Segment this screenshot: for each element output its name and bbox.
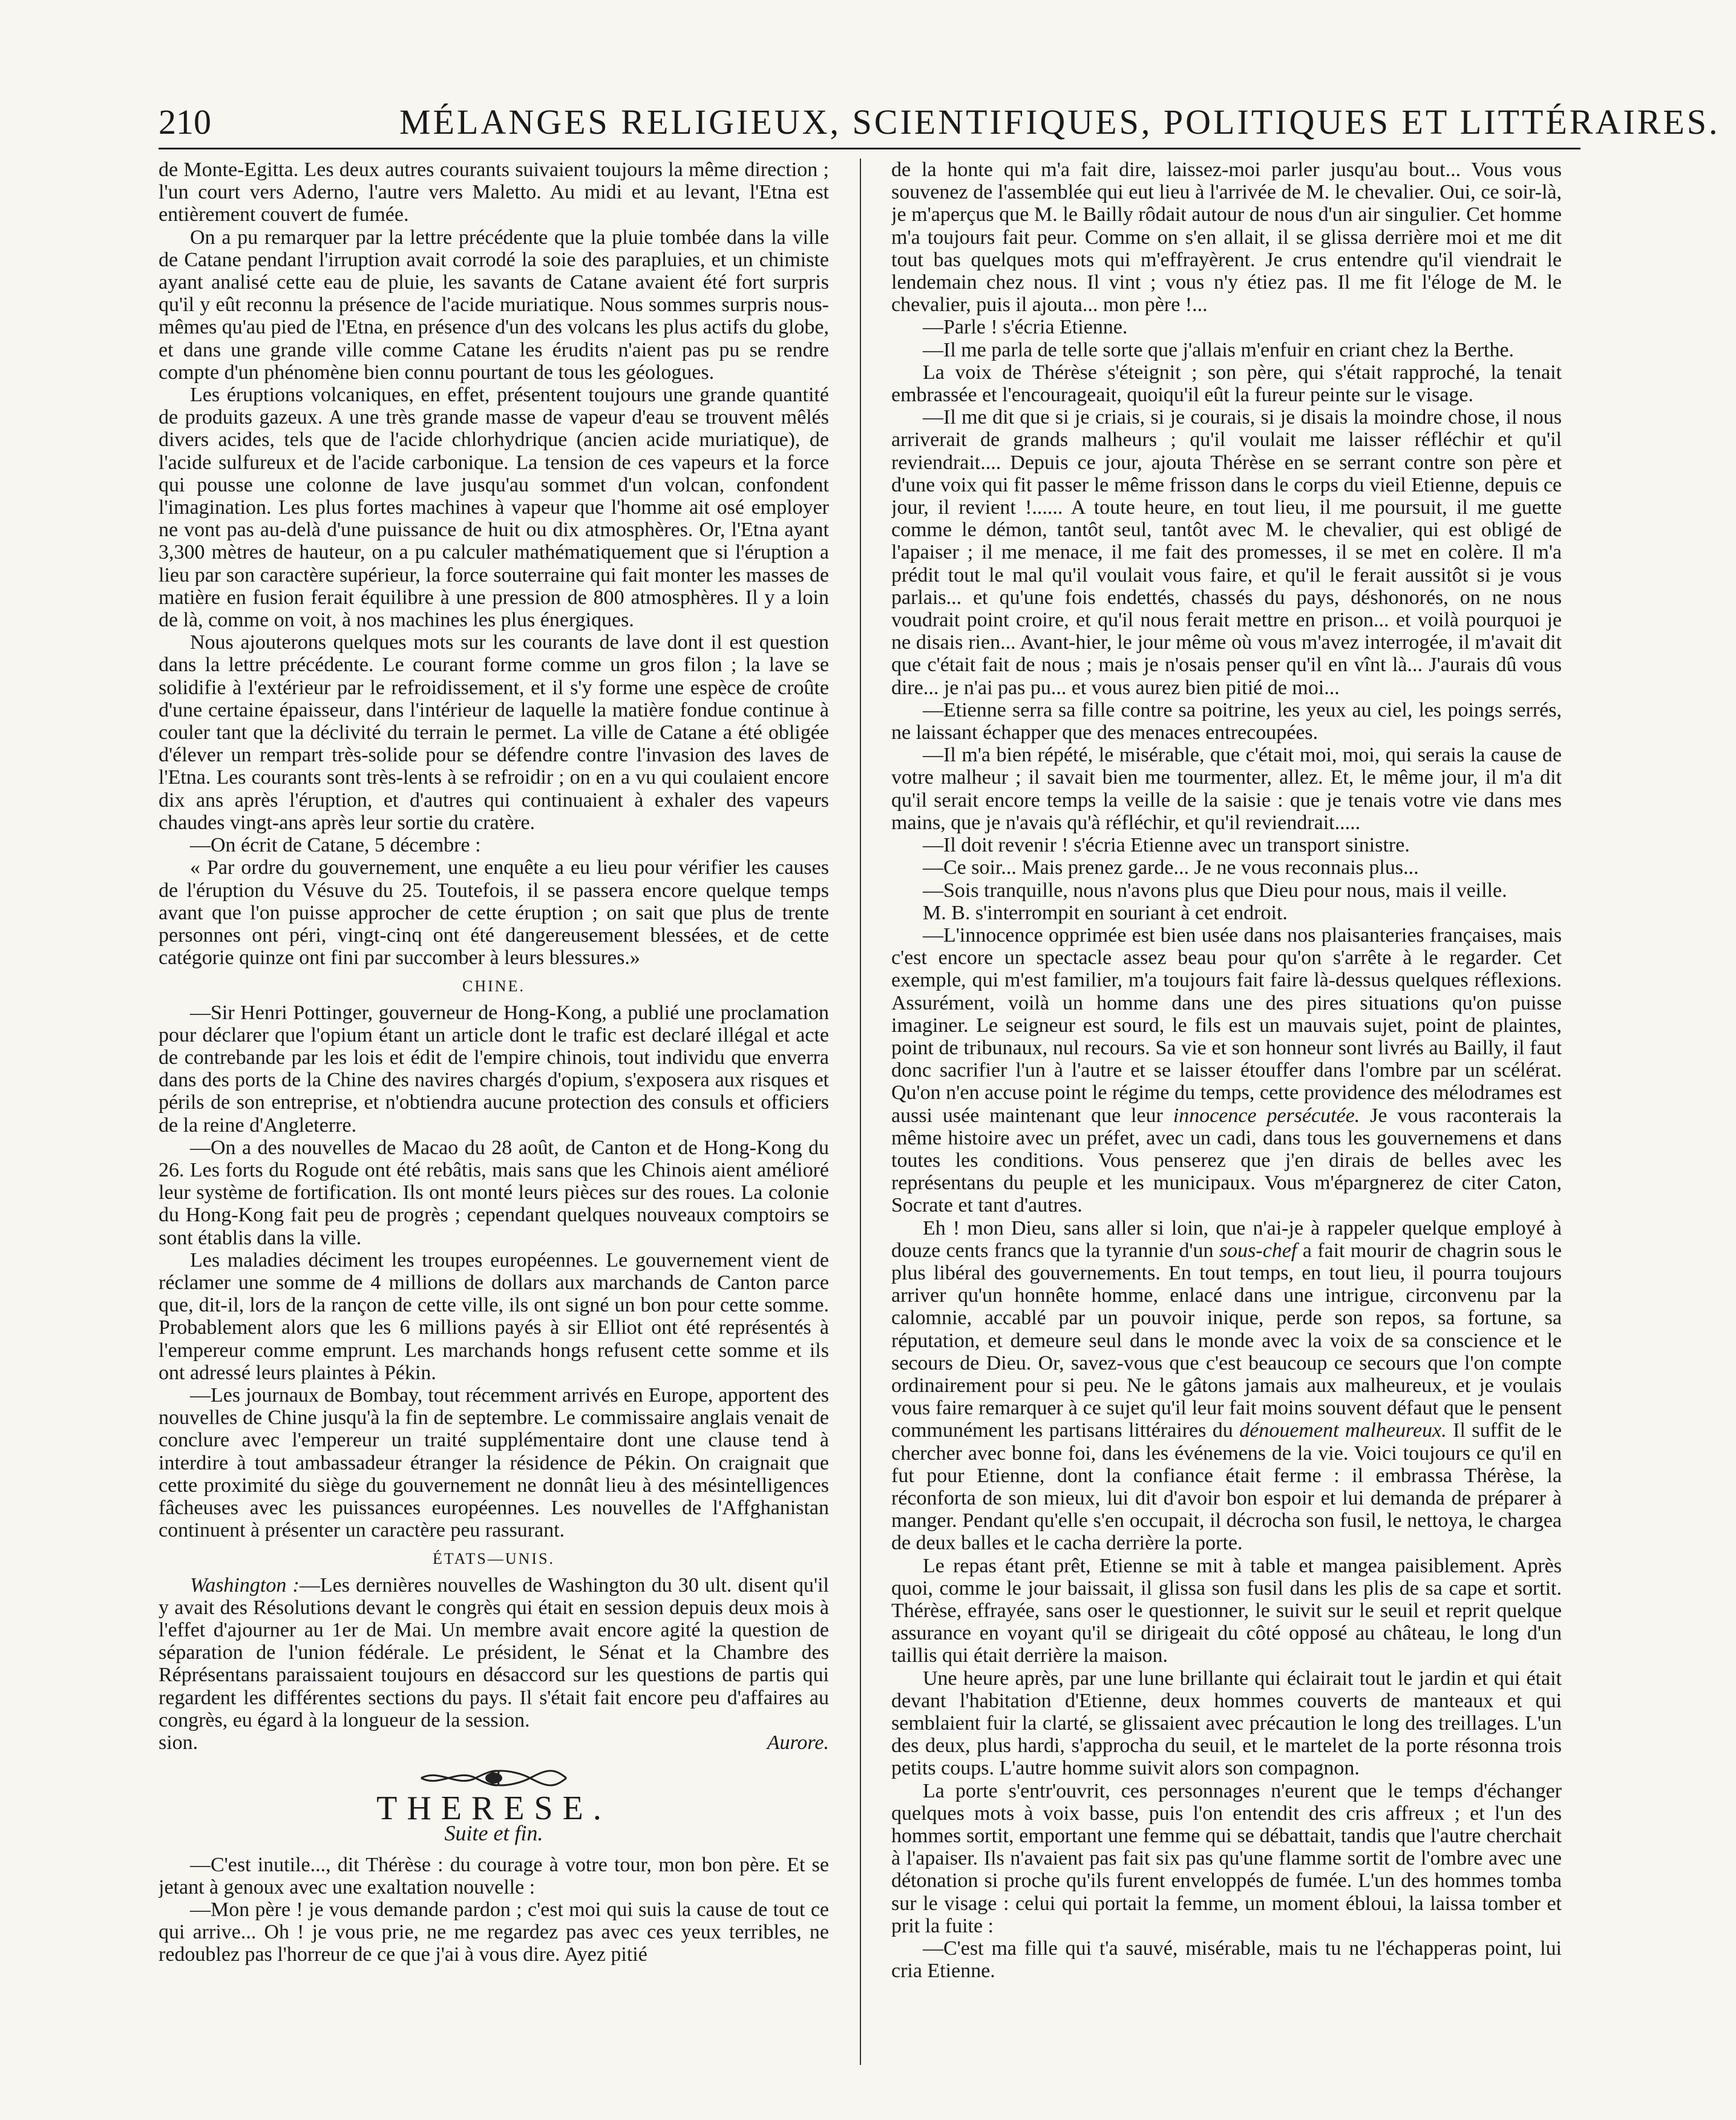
paragraph (159, 1574, 829, 1731)
paragraph: —Il m'a bien répété, le misérable, que c'était moi, moi, qui serais la cause de votre malheur ; il savait bien me tourmenter, allez. Et, le même jour, il m'a dit qu'il serait encore temps la veille de la saisie : que je tenais votre vie dans mes mains, que je n'avais qu'à réfléchir, et qu'il reviendrait..... (891, 744, 1562, 834)
italic-phrase: dénouement malheureux. (1239, 1419, 1447, 1442)
italic-phrase: sous-chef (1219, 1239, 1297, 1262)
paragraph: —Sir Henri Pottinger, gouverneur de Hong-Kong, a publié une proclamation pour déclarer que l'opium étant un article dont le trafic est declaré illégal et acte de contrebande par les lois et édit de l'empire chinois, tout individu que enverra dans des ports de la Chine des navires chargés d'opium, s'exposera aux risques et périls de son entreprise, et n'obtiendra aucune protection des consuls et officiers de la reine d'Angleterre. (159, 1001, 829, 1137)
paragraph-text: Eh ! mon Dieu, sans aller si loin, que n'ai-je à rappeler quelque employé à douze cents francs que la tyrannie d'un (891, 1216, 1562, 1262)
paragraph-text: —Les dernières nouvelles de Washington du 30 ult. disent qu'il y avait des Résolutions devant le congrès qui était en session depuis deux mois à l'effet d'ajourner au 1er de Mai. Un membre avait encore agité la question de séparation de l'union fédérale. Le président, le Sénat et la Chambre des Réprésentans paraissaient toujours en désaccord sur les questions de partis qui regardent les différentes sections du pays. Il s'était fait encore peu d'affaires au congrès, eu égard à la longueur de la session. (159, 1574, 829, 1731)
section-heading-etats-unis: ÉTATS—UNIS. (432, 1550, 555, 1568)
paragraph: « Par ordre du gouvernement, une enquête a eu lieu pour vérifier les causes de l'éruption du Vésuve du 25. Toutefois, il se passera encore quelque temps avant que l'on puisse approcher de cette éruption ; on sait que plus de trente personnes ont péri, vingt-cinq ont été dangereusement blessées, et de cette catégorie quinze ont fini par succomber à leurs blessures.» (159, 856, 829, 970)
paragraph-text: —L'innocence opprimée est bien usée dans nos plaisanteries françaises, mais c'est encore un spectacle assez beau pour qu'on s'arrête à le regarder. Cet exemple, qui m'est familier, m'a toujours fait faire là-dessus quelques réflexions. Assurément, voilà un homme dans une des pires situations qu'on puisse imaginer. Le seigneur est sourd, le fils est un mauvais sujet, point de plaintes, point de tribunaux, nul recours. Sa vie et son honneur sont livrés au Bailly, il faut donc sacrifier l'un à l'autre et se laisser étouffer dans l'ombre par un scélérat. Qu'on n'en accuse point le régime du temps, cette providence des mélodrames est aussi usée maintenant que leur (891, 924, 1562, 1127)
right-column (891, 159, 1562, 2101)
dateline: Washington : (190, 1574, 300, 1597)
source-attribution: Aurore. (767, 1731, 829, 1754)
paragraph: Les éruptions volcaniques, en effet, présentent toujours une grande quantité de produits gazeux. A une très grande masse de vapeur d'eau se trouvent mêlés divers acides, tels que de l'acide chlorhydrique (ancien acide muriatique), de l'acide sulfureux et de l'acide carbonique. La tension de ces vapeurs et la force qui pousse une colonne de lave jusqu'au sommet d'un volcan, confondent l'imagination. Les plus fortes machines à vapeur que l'homme ait osé employer ne vont pas au-delà d'une puissance de huit ou dix atmosphères. Or, l'Etna ayant 3,300 mètres de hauteur, on a pu calculer mathématiquement que si l'éruption a lieu par son caractère supérieur, la force souterraine qui fait monter les masses de matière en fusion ferait équilibre à une pression de 800 atmosphères. Il y a loin de là, comme on voit, à nos machines les plus énergiques. (159, 384, 829, 632)
section-heading-chine: CHINE. (462, 977, 525, 996)
paragraph: —On écrit de Catane, 5 décembre : (190, 834, 481, 857)
paragraph: Nous ajouterons quelques mots sur les courants de lave dont il est question dans la lettre précédente. Le courant forme comme un gros filon ; la lave se solidifie à l'extérieur par le refroidissement, et il s'y forme une espèce de croûte d'une certaine épaisseur, dans l'intérieur de laquelle la matière fondue continue à couler tant que la déclivité du terrain le permet. La ville de Catane a été obligée d'élever un rempart très-solide pour se défendre contre l'invasion des laves de l'Etna. Les courants sont très-lents à se refroidir ; on en a vu qui coulaient encore dix ans après l'éruption, et d'autres qui continuaient à exhaler des vapeurs chaudes vingt-ans après leur sortie du cratère. (159, 631, 829, 834)
paragraph (891, 924, 1562, 1217)
paragraph-tail: sion. (159, 1731, 198, 1754)
paragraph: —Il doit revenir ! s'écria Etienne avec un transport sinistre. (923, 834, 1410, 857)
ornament-divider-icon (415, 1767, 572, 1789)
paragraph: M. B. s'interrompit en souriant à cet endroit. (923, 901, 1288, 924)
paragraph: —Les journaux de Bombay, tout récemment arrivés en Europe, apportent des nouvelles de Chine jusqu'à la fin de septembre. Le commissaire anglais venait de conclure avec l'empereur un traité supplémentaire dont une clause tend à interdire à tout ambassadeur étranger la résidence de Pékin. On craignait que cette proximité du siège du gouvernement ne donnât lieu à des mésintelligences fâcheuses avec les puissances européennes. Les nouvelles de l'Affghanistan continuent à présenter un caractère peu rassurant. (159, 1383, 829, 1542)
story-subtitle: Suite et fin. (444, 1821, 543, 1846)
paragraph: —C'est inutile..., dit Thérèse : du courage à votre tour, mon bon père. Et se jetant à genoux avec une exaltation nouvelle : (159, 1853, 829, 1898)
running-title: MÉLANGES RELIGIEUX, SCIENTIFIQUES, POLITIQUES ET LITTÉRAIRES. (399, 102, 1720, 142)
paragraph: La voix de Thérèse s'éteignit ; son père, qui s'était rapproché, la tenait embrassée et l'encourageait, quoiqu'il eût la fureur peinte sur le visage. (891, 361, 1562, 407)
paragraph: —Ce soir... Mais prenez garde... Je ne vous reconnais plus... (923, 856, 1419, 879)
left-column (159, 159, 829, 2101)
paragraph: —C'est ma fille qui t'a sauvé, misérable, mais tu ne l'échapperas point, lui cria Etienne. (891, 1937, 1562, 1983)
paragraph: —Il me parla de telle sorte que j'allais m'enfuir en criant chez la Berthe. (923, 338, 1515, 361)
paragraph: de la honte qui m'a fait dire, laissez-moi parler jusqu'au bout... Vous vous souvenez de l'assemblée qui eut lieu à l'arrivée de M. le chevalier. Oui, ce soir-là, je m'aperçus que M. le Bailly rôdait autour de nous d'un air singulier. Cet homme m'a toujours fait peur. Comme on s'en allait, il se glissa derrière moi et me dit tout bas quelques mots qui m'effrayèrent. Je crus entendre qu'il viendrait le lendemain chez nous. Il vint ; vous n'y étiez pas. Il me fit l'éloge de M. le chevalier, puis il ajouta... mon père !... (891, 159, 1562, 317)
paragraph: —On a des nouvelles de Macao du 28 août, de Canton et de Hong-Kong du 26. Les forts du Rogude ont été rebâtis, mais sans que les Chinois aient amélioré leur système de fortification. Ils ont monté leurs pièces sur des roues. La colonie du Hong-Kong fait peu de progrès ; cependant quelques nouveaux comptoirs se sont établis dans la ville. (159, 1136, 829, 1249)
story-title: THERESE. (376, 1790, 611, 1828)
paragraph: —Sois tranquille, nous n'avons plus que Dieu pour nous, mais il veille. (923, 879, 1507, 902)
paragraph: —Parle ! s'écria Etienne. (923, 316, 1128, 339)
paragraph: Le repas étant prêt, Etienne se mit à table et mangea paisiblement. Après quoi, comme le jour baissait, il glissa son fusil dans les plis de sa cape et sortit. Thérèse, effrayée, sans oser le questionner, le suivit sur le seuil et reprit quelque assurance en voyant qu'il se dirigeait du côté opposé au château, le long d'un taillis qui était derrière la maison. (891, 1554, 1562, 1667)
source-line (159, 1731, 829, 1754)
paragraph-text: Je vous raconterais la même histoire avec un préfet, avec un cadi, dans tous les gouvernemens et dans toutes les conditions. Vous penserez que j'en dirais de belles avec les représentans du peuple et les municipaux. Vous m'épargnerez de citer Caton, Socrate et tant d'autres. (891, 1104, 1562, 1217)
paragraph-text: a fait mourir de chagrin sous le plus libéral des gouvernements. En tout temps, en tout lieu, il pourra toujours arriver qu'un honnête homme, enlacé dans une intrigue, circonvenu par la calomnie, accablé par un pouvoir inique, perde son repos, sa fortune, sa réputation, et demeure seul dans le monde avec la voix de sa conscience et le secours de Dieu. Or, savez-vous que c'est beaucoup ce secours que l'on compte ordinairement pour si peu. Ne le gâtons jamais aux malheureux, et je voulais vous faire remarquer à ce sujet qu'il leur fait moins souvent défaut que le pensent communément les partisans littéraires du (891, 1239, 1562, 1442)
paragraph: —Il me dit que si je criais, si je courais, si je disais la moindre chose, il nous arriverait de grands malheurs ; qu'il voulait me laisser réfléchir et qu'il reviendrait.... Depuis ce jour, ajouta Thérèse en se serrant contre son père et d'une voix qui fit passer le même frisson dans le corps du vieil Etienne, depuis ce jour, il revient !...... A toute heure, en tout lieu, il me poursuit, il me guette comme le démon, tantôt seul, tantôt avec M. le chevalier, qui est obligé de l'apaiser ; il me menace, il me fait des promesses, il se met en colère. Il m'a prédit tout le mal qu'il voulait vous faire, et qu'il le ferait aussitôt si je vous parlais... et qu'une fois endettés, chassés du pays, déshonorés, on ne nous voudrait point croire, et qu'il nous ferait mettre en prison... et voilà pourquoi je ne disais rien... Avant-hier, le jour même où vous m'avez interrogée, il m'avait dit que c'était fait de nous ; mais je n'osais penser qu'il en vînt là... J'aurais dû vous dire... je n'ai pas pu... et vous aurez bien pitié de moi... (891, 406, 1562, 699)
column-divider (860, 159, 861, 2065)
page-number: 210 (159, 102, 211, 142)
paragraph (891, 1217, 1562, 1555)
paragraph: Les maladies déciment les troupes européennes. Le gouvernement vient de réclamer une somme de 4 millions de dollars aux marchands de Canton parce que, dit-il, lors de la rançon de cette ville, ils ont signé un bon pour cette somme. Probablement alors que les 6 millions payés à sir Elliot ont été représentés à l'empereur comme emprunt. Les marchands hongs refusent cette somme et ils ont adressé leurs plaintes à Pékin. (159, 1249, 829, 1384)
header-rule (159, 148, 1580, 149)
paragraph: La porte s'entr'ouvrit, ces personnages n'eurent que le temps d'échanger quelques mots à voix basse, puis l'on entendit des cris affreux ; et l'un des hommes sortit, emportant une femme qui se débattait, tandis que l'autre cherchait à l'apaiser. Ils n'avaient pas fait six pas qu'une flamme sortit de l'ombre avec une détonation si proche qu'ils furent enveloppés de fumée. L'un des hommes tomba sur le visage : celui qui portait la femme, un moment ébloui, la laissa tomber et prit la fuite : (891, 1779, 1562, 1937)
italic-phrase: innocence persécutée. (1173, 1104, 1360, 1127)
paragraph-text: Il suffit de le chercher avec bonne foi, dans les événemens de la vie. Voici toujours ce qu'il en fut pour Etienne, dont la confiance était ferme : il embrassa Thérèse, la réconforta de son mieux, lui dit d'avoir bon espoir et lui demanda de préparer à manger. Pendant qu'elle s'en occupait, il décrocha son fusil, le nettoya, le chargea de deux balles et le cacha derrière la porte. (891, 1419, 1562, 1555)
paragraph: de Monte-Egitta. Les deux autres courants suivaient toujours la même direction ; l'un court vers Aderno, l'autre vers Maletto. Au midi et au levant, l'Etna est entièrement couvert de fumée. (159, 159, 829, 226)
paragraph: Une heure après, par une lune brillante qui éclairait tout le jardin et qui était devant l'habitation d'Etienne, deux hommes couverts de manteaux et qui semblaient fuir la clarté, se glissaient avec précaution le long des treillages. L'un des deux, plus hardi, s'approcha du seuil, et le martelet de la porte résonna trois petits coups. L'autre homme suivit alors son compagnon. (891, 1667, 1562, 1780)
paragraph: —Mon père ! je vous demande pardon ; c'est moi qui suis la cause de tout ce qui arrive... Oh ! je vous prie, ne me regardez pas avec ces yeux terribles, ne redoublez pas l'horreur de ce que j'ai à vous dire. Ayez pitié (159, 1898, 829, 1966)
page-header (0, 97, 1736, 151)
paragraph: —Etienne serra sa fille contre sa poitrine, les yeux au ciel, les poings serrés, ne laissant échapper que des menaces entrecoupées. (891, 698, 1562, 744)
paragraph: On a pu remarquer par la lettre précédente que la pluie tombée dans la ville de Catane pendant l'irruption avait corrodé la soie des parapluies, et un chimiste ayant analisé cette eau de pluie, les savants de Catane avaient été fort surpris qu'il y eût reconnu la présence de l'acide muriatique. Nous sommes surpris nous-mêmes qu'au pied de l'Etna, en présence d'un des volcans les plus actifs du globe, et dans une grande ville comme Catane les érudits n'aient pas pu se rendre compte d'un phénomène bien connu pourtant de tous les géologues. (159, 226, 829, 384)
